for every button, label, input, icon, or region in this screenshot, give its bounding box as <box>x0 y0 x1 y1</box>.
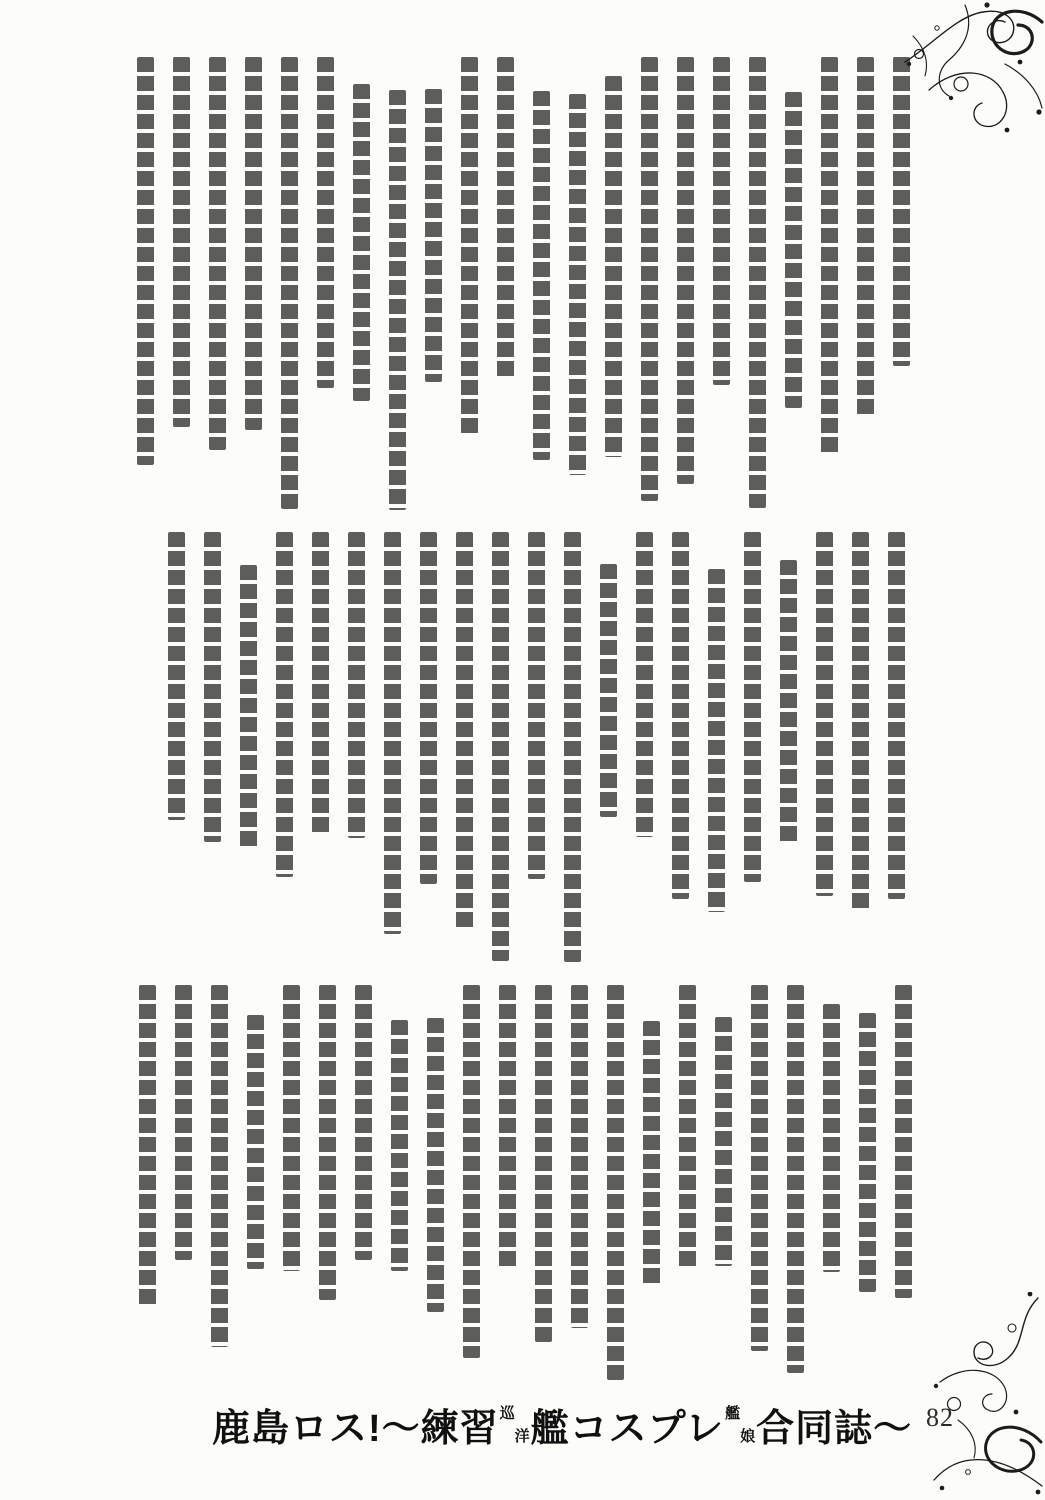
flourish-ornament-top-right-icon <box>903 2 1045 136</box>
title-small-char: 洋 <box>514 1428 530 1445</box>
redacted-text-column <box>821 57 838 454</box>
redacted-text-column <box>564 532 581 962</box>
title-part-3: 合同誌〜 <box>756 1407 913 1450</box>
redacted-text-column <box>389 90 406 510</box>
redacted-text-column <box>605 76 622 457</box>
redacted-text-column <box>785 92 802 408</box>
redacted-text-column <box>499 985 516 1267</box>
redacted-text-column <box>456 532 473 930</box>
redacted-text-column <box>492 532 509 961</box>
redacted-text-column <box>209 57 226 450</box>
redacted-text-column <box>461 57 478 434</box>
redacted-text-column <box>708 569 725 912</box>
redacted-text-column <box>281 57 298 509</box>
redacted-text-column <box>641 57 658 501</box>
page-number: 82 <box>926 1403 954 1432</box>
redacted-text-column <box>715 1017 732 1266</box>
redacted-text-column <box>137 57 154 465</box>
redacted-text-column <box>895 985 912 1298</box>
redacted-text-column <box>425 89 442 382</box>
redacted-text-column <box>677 57 694 484</box>
redacted-text-column <box>247 1015 264 1269</box>
redacted-text-column <box>317 57 334 388</box>
title-part-2: 艦コスプレ <box>530 1407 725 1450</box>
title-small-char: 艦 <box>725 1405 741 1422</box>
title-small-junyou <box>500 1402 530 1446</box>
redacted-text-column <box>751 985 768 1351</box>
redacted-text-column <box>672 532 689 899</box>
redacted-text-column <box>427 1018 444 1312</box>
redacted-text-column <box>859 1013 876 1292</box>
title-small-char: 巡 <box>499 1405 515 1422</box>
title-small-kanmusu <box>725 1402 755 1446</box>
redacted-text-column <box>276 532 293 877</box>
redacted-text-column <box>787 985 804 1373</box>
redacted-text-column <box>204 532 221 842</box>
redacted-text-column <box>355 985 372 1260</box>
redacted-text-column <box>384 532 401 934</box>
redacted-text-column <box>168 532 185 820</box>
redacted-text-column <box>211 985 228 1347</box>
redacted-text-column <box>571 985 588 1328</box>
redacted-text-column <box>823 1004 840 1272</box>
redacted-text-column <box>749 57 766 508</box>
redacted-text-column <box>857 57 874 415</box>
redacted-text-column <box>175 985 192 1260</box>
redacted-text-column <box>312 532 329 834</box>
redacted-text-column <box>353 84 370 401</box>
doujin-series-title <box>212 1396 912 1452</box>
redacted-text-column <box>535 985 552 1342</box>
redacted-text-column <box>463 985 480 1358</box>
redacted-text-column <box>569 94 586 475</box>
redacted-text-column <box>528 532 545 879</box>
redacted-text-column <box>888 532 905 899</box>
redacted-text-column <box>816 532 833 896</box>
redacted-text-column <box>240 565 257 850</box>
redacted-text-column <box>679 985 696 1270</box>
redacted-text-column <box>607 985 624 1380</box>
redacted-text-column <box>636 532 653 837</box>
redacted-text-column <box>713 57 730 385</box>
redacted-text-column <box>643 1021 660 1286</box>
redacted-text-column <box>348 532 365 838</box>
redacted-text-column <box>420 532 437 884</box>
redacted-text-column <box>283 985 300 1271</box>
redacted-text-column <box>852 532 869 909</box>
redacted-text-column <box>780 560 797 843</box>
redacted-text-column <box>319 985 336 1300</box>
redacted-text-column <box>245 57 262 430</box>
flourish-ornament-bottom-right-icon <box>928 1292 1045 1498</box>
redacted-text-column <box>744 532 761 882</box>
title-small-char: 娘 <box>740 1428 756 1445</box>
redacted-text-column <box>173 57 190 427</box>
redacted-text-column <box>139 985 156 1308</box>
redacted-text-column <box>391 1020 408 1271</box>
redacted-text-column <box>600 564 617 817</box>
title-part-1: 鹿島ロス!〜練習 <box>212 1407 499 1450</box>
redacted-text-column <box>497 57 514 378</box>
redacted-text-column <box>533 91 550 460</box>
